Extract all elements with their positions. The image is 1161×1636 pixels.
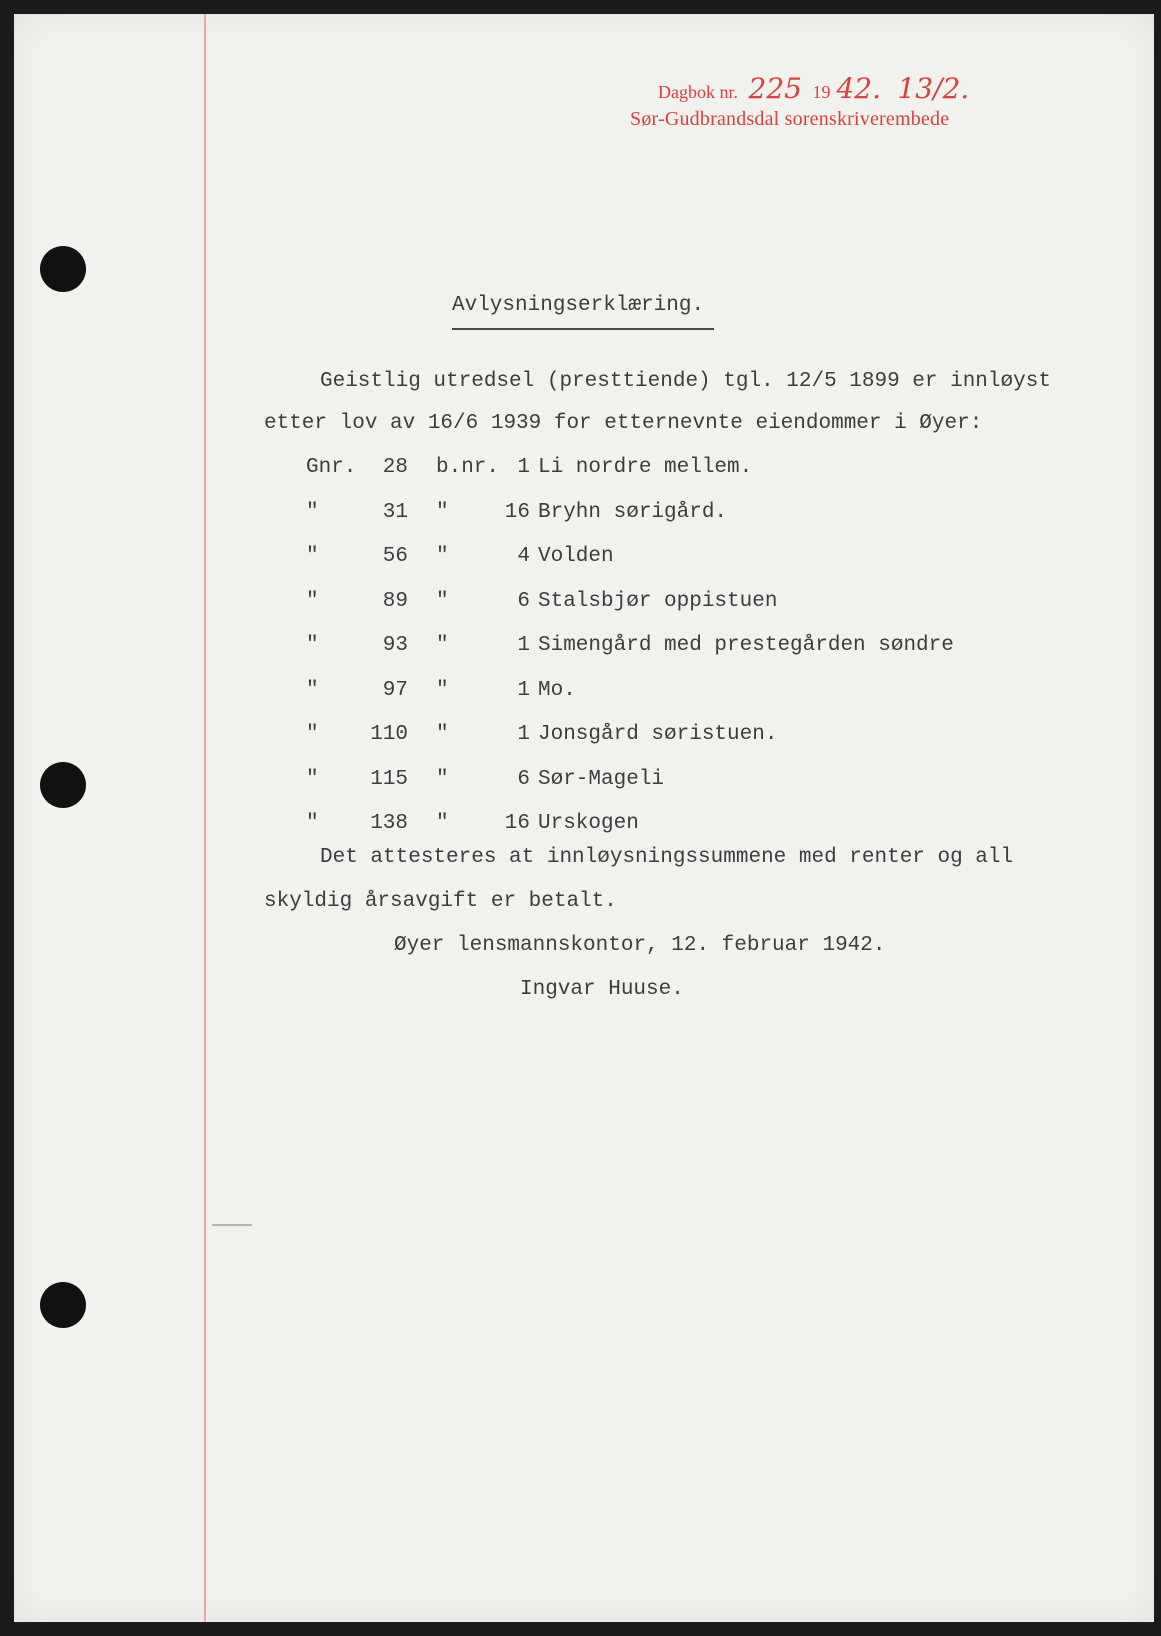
property-name: Bryhn sørigård. — [538, 501, 728, 524]
year-prefix: 19 — [812, 82, 831, 102]
gnr-number: 93 — [382, 634, 408, 657]
property-name: Simengård med prestegården søndre — [538, 634, 954, 657]
place-date: Øyer lensmannskontor, 12. februar 1942. — [394, 934, 886, 957]
gnr-label: " — [306, 768, 319, 791]
bnr-label: " — [436, 545, 449, 568]
bnr-number: 6 — [517, 768, 530, 791]
property-row — [14, 723, 1154, 753]
property-name: Volden — [538, 545, 614, 568]
bnr-number: 1 — [517, 679, 530, 702]
bnr-label: " — [436, 679, 449, 702]
property-name: Li nordre mellem. — [538, 456, 753, 479]
punch-hole — [40, 1282, 86, 1328]
gnr-label: " — [306, 545, 319, 568]
gnr-label: " — [306, 679, 319, 702]
attest-line-2: skyldig årsavgift er betalt. — [264, 890, 617, 913]
gnr-label: Gnr. — [306, 456, 357, 479]
gnr-number: 89 — [382, 590, 408, 613]
property-row — [14, 812, 1154, 842]
year-suffix: 42. — [836, 72, 881, 105]
gnr-number: 97 — [382, 679, 408, 702]
document-title: Avlysningserklæring. — [452, 294, 705, 317]
gnr-number: 56 — [382, 545, 408, 568]
dagbok-number: 225 — [748, 72, 802, 105]
bnr-label: " — [436, 768, 449, 791]
gnr-label: " — [306, 590, 319, 613]
signature: Ingvar Huuse. — [520, 978, 684, 1001]
dagbok-label: Dagbok nr. — [658, 82, 738, 102]
property-row — [14, 456, 1154, 486]
gnr-label: " — [306, 812, 319, 835]
punch-hole — [40, 246, 86, 292]
stamp-date: 13/2. — [897, 72, 970, 105]
gnr-label: " — [306, 723, 319, 746]
bnr-label: " — [436, 501, 449, 524]
bnr-number: 1 — [517, 723, 530, 746]
property-row — [14, 679, 1154, 709]
bnr-number: 16 — [504, 812, 530, 835]
property-row — [14, 590, 1154, 620]
property-name: Mo. — [538, 679, 576, 702]
property-name: Sør-Mageli — [538, 768, 665, 791]
gnr-label: " — [306, 501, 319, 524]
property-row — [14, 768, 1154, 798]
bnr-label: " — [436, 634, 449, 657]
property-row — [14, 501, 1154, 531]
gnr-number: 115 — [370, 768, 408, 791]
document-page — [14, 14, 1154, 1622]
bnr-number: 4 — [517, 545, 530, 568]
title-underline — [452, 328, 714, 330]
pencil-mark — [212, 1224, 252, 1226]
gnr-number: 110 — [370, 723, 408, 746]
bnr-number: 16 — [504, 501, 530, 524]
gnr-label: " — [306, 634, 319, 657]
journal-stamp — [658, 72, 975, 105]
property-name: Jonsgård søristuen. — [538, 723, 778, 746]
bnr-label: " — [436, 812, 449, 835]
office-stamp: Sør-Gudbrandsdal sorenskriverembede — [630, 108, 950, 130]
gnr-number: 28 — [382, 456, 408, 479]
bnr-number: 1 — [517, 634, 530, 657]
bnr-number: 6 — [517, 590, 530, 613]
bnr-label: b.nr. — [436, 456, 500, 479]
gnr-number: 138 — [370, 812, 408, 835]
intro-line-1: Geistlig utredsel (presttiende) tgl. 12/5 1899 er innløyst — [320, 370, 1051, 393]
bnr-label: " — [436, 590, 449, 613]
intro-line-2: etter lov av 16/6 1939 for etternevnte eiendommer i Øyer: — [264, 412, 983, 435]
bnr-number: 1 — [517, 456, 530, 479]
property-row — [14, 634, 1154, 664]
bnr-label: " — [436, 723, 449, 746]
property-name: Stalsbjør oppistuen — [538, 590, 778, 613]
property-name: Urskogen — [538, 812, 639, 835]
gnr-number: 31 — [382, 501, 408, 524]
property-row — [14, 545, 1154, 575]
attest-line-1: Det attesteres at innløysningssummene med renter og all — [320, 846, 1014, 869]
